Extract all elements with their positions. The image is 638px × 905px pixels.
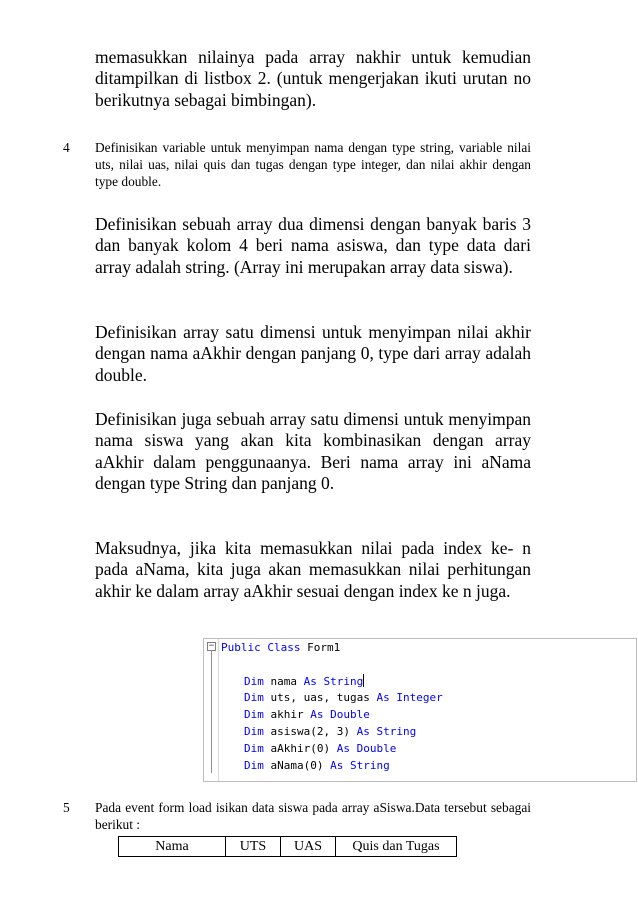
code-line-class: Public Class Form1: [221, 641, 341, 654]
item-4-text: Definisikan variable untuk menyimpan nama dengan type string, variable nilai uts, nilai uas, nilai quis dan tugas dengan type integer, dan nilai akhir dengan type double.: [95, 140, 531, 189]
paragraph-array-nama: Definisikan juga sebuah array satu dimensi untuk menyimpan nama siswa yang akan kita kombinasikan dengan array aAkhir dalam penggunaanya. Beri nama array ini aNama dengan type String dan panjang 0.: [95, 409, 531, 494]
code-line-dim-asiswa: Dim asiswa(2, 3) As String: [244, 725, 417, 738]
code-line-dim-nama: Dim nama As String: [244, 675, 364, 688]
paragraph-intro: memasukkan nilainya pada array nakhir untuk kemudian ditampilkan di listbox 2. (untuk mengerjakan ikuti urutan no berikutnya sebagai bimbingan).: [95, 47, 531, 110]
text-caret: [363, 674, 364, 687]
header-nama: Nama: [119, 837, 226, 857]
code-line-dim-nilai: Dim uts, uas, tugas As Integer: [244, 691, 443, 704]
paragraph-array-akhir: Definisikan array satu dimensi untuk menyimpan nilai akhir dengan nama aAkhir dengan panjang 0, type dari array adalah double.: [95, 322, 531, 385]
data-table: [118, 836, 457, 857]
code-line-dim-anama: Dim aNama(0) As String: [244, 759, 390, 772]
code-line-dim-aakhir: Dim aAkhir(0) As Double: [244, 742, 397, 755]
collapse-icon: −: [208, 641, 215, 651]
header-uas: UAS: [281, 837, 336, 857]
item-number-5: 5: [63, 800, 70, 815]
paragraph-array-2d: Definisikan sebuah array dua dimensi dengan banyak baris 3 dan banyak kolom 4 beri nama asiswa, dan type data dari array adalah string. (Array ini merupakan array data siswa).: [95, 214, 531, 277]
code-editor-screenshot: [203, 638, 637, 782]
item-number-4: 4: [63, 140, 70, 155]
item-5-text: Pada event form load isikan data siswa pada array aSiswa.Data tersebut sebagai berikut :: [95, 800, 531, 832]
fold-line: [211, 651, 212, 773]
header-quis-tugas: Quis dan Tugas: [336, 837, 457, 857]
code-gutter: [204, 639, 219, 781]
paragraph-explanation: Maksudnya, jika kita memasukkan nilai pada index ke- n pada aNama, kita juga akan memasukkan nilai perhitungan akhir ke dalam array aAkhir sesuai dengan index ke n juga.: [95, 538, 531, 601]
code-line-dim-akhir: Dim akhir As Double: [244, 708, 370, 721]
table-header-row: [119, 837, 457, 857]
header-uts: UTS: [226, 837, 281, 857]
